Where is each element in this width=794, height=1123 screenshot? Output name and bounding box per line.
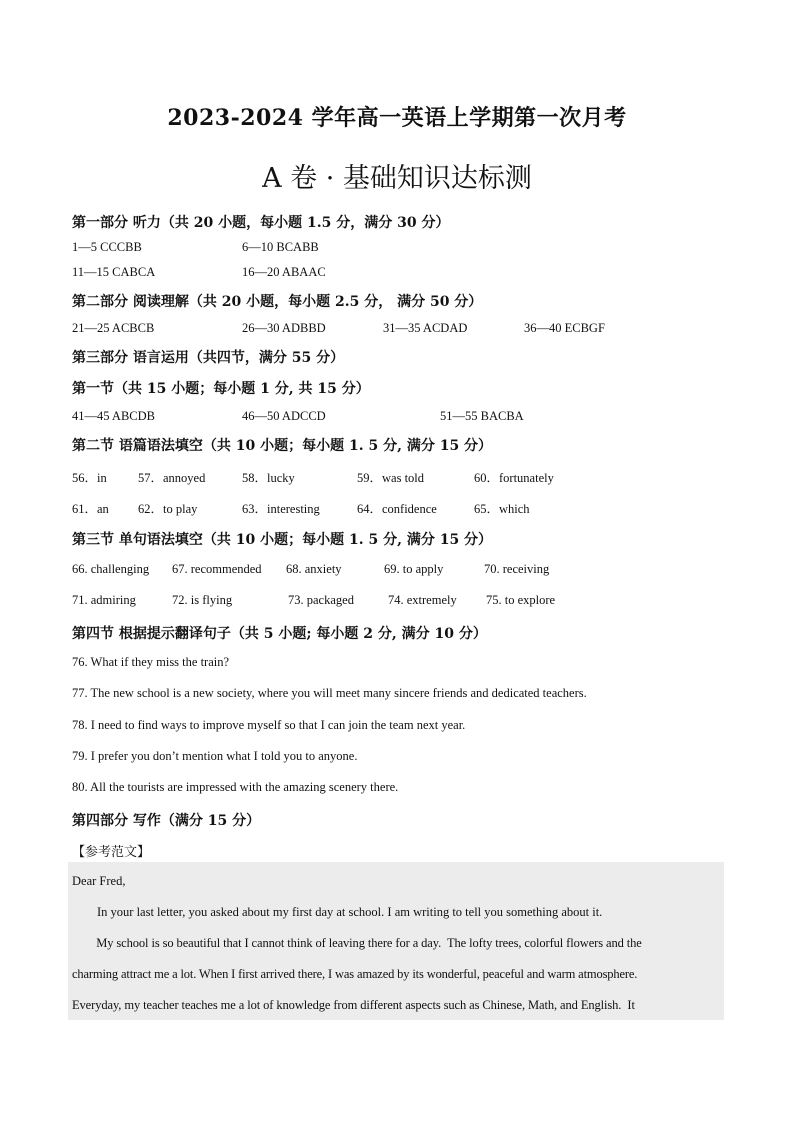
- essay-line: Dear Fred,: [72, 874, 126, 888]
- sample-essay-label: 【参考范文】: [72, 845, 151, 860]
- translation-sentence: 76. What if they miss the train?: [72, 655, 230, 669]
- part2-heading: 第二部分 阅读理解（共 20 小题，每小题 2.5 分， 满分 50 分）: [72, 294, 483, 310]
- translation-sentence: 80. All the tourists are impressed with the amazing scenery there.: [72, 780, 399, 794]
- answer-item: 60．fortunately: [474, 471, 554, 485]
- answer-item: 66. challenging: [72, 562, 150, 576]
- answer-item: 67. recommended: [172, 562, 262, 576]
- answer-item: 61．an: [72, 502, 109, 516]
- answer-item: 56．in: [72, 471, 107, 485]
- answer-item: 74. extremely: [388, 593, 457, 607]
- part3-sec4-heading: 第四节 根据提示翻译句子（共 5 小题; 每小题 2 分, 满分 10 分）: [72, 626, 487, 642]
- answer-item: 68. anxiety: [286, 562, 342, 576]
- essay-line: In your last letter, you asked about my first day at school. I am writing to tell you something about it.: [72, 905, 603, 919]
- page-subtitle: A 卷 · 基础知识达标测: [262, 163, 532, 194]
- answer-group: 26—30 ADBBD: [242, 321, 326, 335]
- answer-item: 63．interesting: [242, 502, 320, 516]
- answer-group: 41—45 ABCDB: [72, 409, 156, 423]
- page-title: 2023-2024 学年高一英语上学期第一次月考: [167, 105, 627, 131]
- answer-item: 59．was told: [357, 471, 425, 485]
- translation-sentence: 77. The new school is a new society, where you will meet many sincere friends and dedicated teachers.: [72, 686, 587, 700]
- translation-sentence: 79. I prefer you don’t mention what I told you to anyone.: [72, 749, 358, 763]
- answer-group: 16—20 ABAAC: [242, 265, 326, 279]
- answer-item: 71. admiring: [72, 593, 136, 607]
- part4-heading: 第四部分 写作（满分 15 分）: [72, 813, 261, 829]
- answer-group: 11—15 CABCA: [72, 265, 156, 279]
- part3-sec3-heading: 第三节 单句语法填空（共 10 小题；每小题 1. 5 分, 满分 15 分）: [72, 532, 493, 548]
- answer-item: 57．annoyed: [138, 471, 206, 485]
- answer-item: 64．confidence: [357, 502, 437, 516]
- translation-sentence: 78. I need to find ways to improve myself so that I can join the team next year.: [72, 718, 466, 732]
- essay-line: charming attract me a lot. When I first arrived there, I was amazed by its wonderful, peaceful and warm atmosphere.: [72, 967, 638, 981]
- answer-item: 69. to apply: [384, 562, 444, 576]
- part3-sec2-heading: 第二节 语篇语法填空（共 10 小题；每小题 1. 5 分, 满分 15 分）: [72, 438, 493, 454]
- answer-item: 75. to explore: [486, 593, 556, 607]
- answer-group: 51—55 BACBA: [440, 409, 524, 423]
- answer-item: 72. is flying: [172, 593, 233, 607]
- answer-group: 21—25 ACBCB: [72, 321, 155, 335]
- part1-heading: 第一部分 听力（共 20 小题，每小题 1.5 分，满分 30 分）: [72, 215, 450, 231]
- answer-group: 31—35 ACDAD: [383, 321, 468, 335]
- answer-group: 36—40 ECBGF: [524, 321, 605, 335]
- answer-item: 65．which: [474, 502, 530, 516]
- answer-group: 46—50 ADCCD: [242, 409, 326, 423]
- answer-item: 70. receiving: [484, 562, 550, 576]
- essay-line: My school is so beautiful that I cannot think of leaving there for a day. The lofty trees, colorful flowers and the: [72, 936, 642, 950]
- answer-group: 1—5 CCCBB: [72, 240, 142, 254]
- answer-group: 6—10 BCABB: [242, 240, 319, 254]
- part3-sec1-heading: 第一节（共 15 小题；每小题 1 分, 共 15 分）: [72, 381, 370, 397]
- part3-heading: 第三部分 语言运用（共四节，满分 55 分）: [72, 350, 345, 366]
- answer-item: 62．to play: [138, 502, 198, 516]
- answer-item: 73. packaged: [288, 593, 354, 607]
- answer-item: 58．lucky: [242, 471, 295, 485]
- essay-line: Everyday, my teacher teaches me a lot of knowledge from different aspects such as Chinese, Math, and English. It: [72, 998, 635, 1012]
